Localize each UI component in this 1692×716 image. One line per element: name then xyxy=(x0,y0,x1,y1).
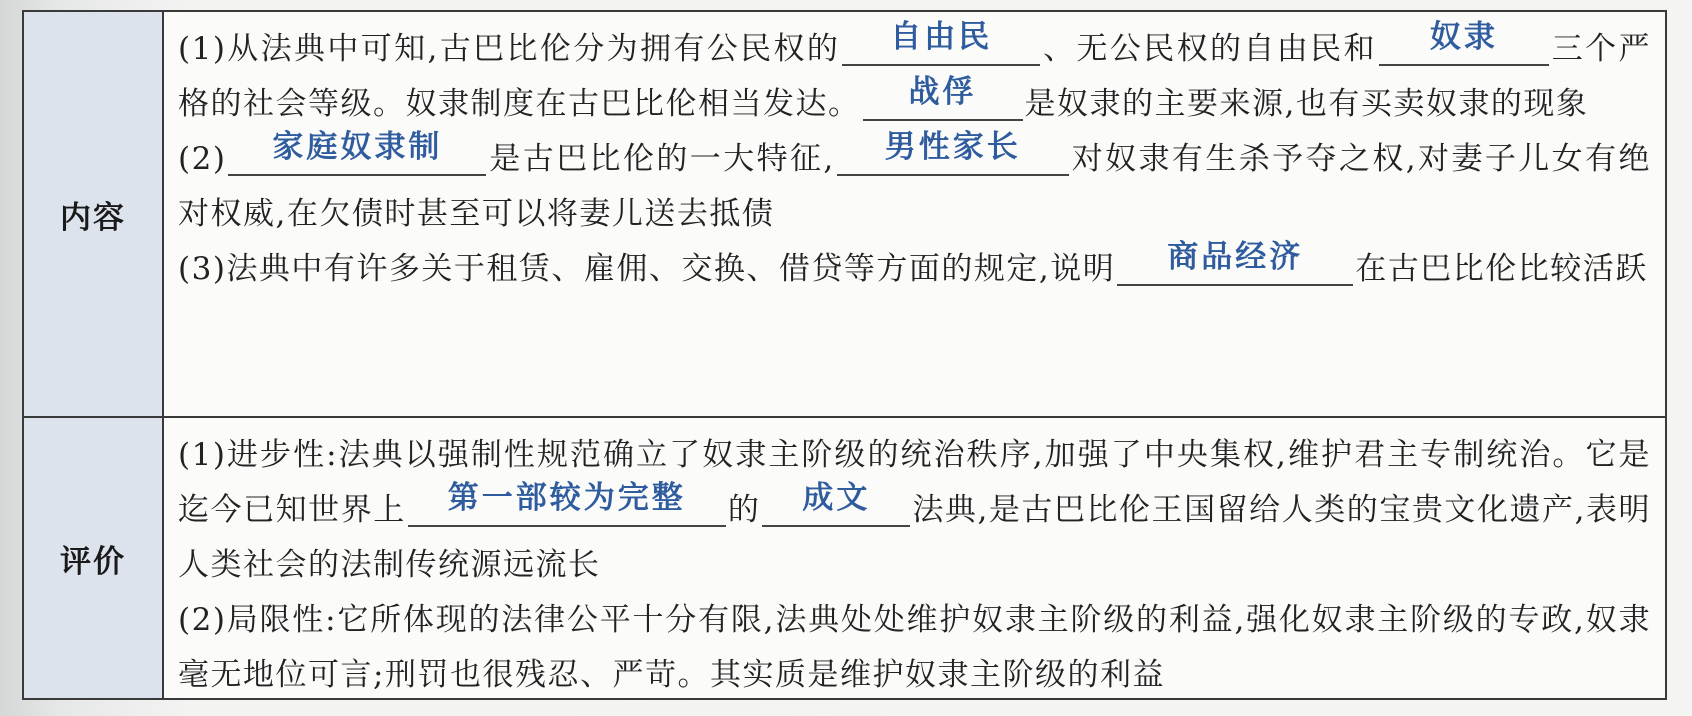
evaluation-label: 评价 xyxy=(60,543,126,580)
text-segment: (3)法典中有许多关于租赁、雇佣、交换、借贷等方面的规定,说明 xyxy=(178,251,1116,287)
text-segment: 三个严格的社会等级。奴隶制度在古巴比伦相当发达。 xyxy=(178,31,1652,122)
text-segment: 对奴隶有生杀予夺之权,对妻子儿女有绝对权威,在欠债时甚至可以将妻儿送去抵债 xyxy=(178,141,1651,232)
text-segment: (2)局限性:它所体现的法律公平十分有限,法典处处维护奴隶主阶级的利益,强化奴隶主阶级的专政,奴隶毫无地位可言;刑罚也很残忍、严苛。其实质是维护奴隶主阶级的利益 xyxy=(178,602,1651,693)
answer-blank xyxy=(408,480,726,527)
evaluation-paragraph-1 xyxy=(178,428,1651,593)
text-segment: (1)进步性:法典以强制性规范确立了奴隶主阶级的统治秩序,加强了中央集权,维护君主专制统治。它是迄今已知世界上 xyxy=(178,437,1651,528)
content-label-cell xyxy=(24,12,164,416)
answer-blank xyxy=(1117,239,1353,286)
content-paragraph-3 xyxy=(178,239,1651,297)
answer-fill: 男性家长 xyxy=(884,129,1021,165)
text-segment: 、无公民权的自由民和 xyxy=(1042,31,1377,67)
evaluation-label-cell xyxy=(24,418,164,698)
answer-blank xyxy=(863,74,1023,121)
answer-fill: 成文 xyxy=(802,480,871,516)
answer-fill: 家庭奴隶制 xyxy=(272,129,443,165)
evaluation-row xyxy=(24,418,1665,698)
content-text-cell xyxy=(166,12,1665,416)
evaluation-text-cell xyxy=(166,418,1665,698)
knowledge-table xyxy=(22,10,1667,700)
answer-blank xyxy=(228,129,486,176)
answer-fill: 商品经济 xyxy=(1167,239,1304,275)
answer-fill: 战俘 xyxy=(908,74,977,110)
content-paragraph-2 xyxy=(178,129,1651,242)
answer-blank xyxy=(842,19,1040,66)
text-segment: 是古巴比伦的一大特征, xyxy=(488,141,835,177)
text-segment: (1)从法典中可知,古巴比伦分为拥有公民权的 xyxy=(178,31,841,67)
text-segment: 的 xyxy=(727,492,761,528)
content-label: 内容 xyxy=(60,199,126,236)
text-segment: 在古巴比伦比较活跃 xyxy=(1355,251,1648,287)
answer-blank xyxy=(837,129,1069,176)
text-segment: 是奴隶的主要来源,也有买卖奴隶的现象 xyxy=(1024,86,1589,122)
content-row xyxy=(24,12,1665,418)
content-paragraph-1 xyxy=(178,19,1652,132)
answer-fill: 第一部较为完整 xyxy=(447,480,686,516)
answer-blank xyxy=(762,480,910,527)
text-segment: 法典,是古巴比伦王国留给人类的宝贵文化遗产,表明人类社会的法制传统源远流长 xyxy=(178,492,1651,583)
evaluation-paragraph-2 xyxy=(178,593,1651,703)
answer-fill: 自由民 xyxy=(890,19,993,55)
answer-fill: 奴隶 xyxy=(1429,19,1498,55)
answer-blank xyxy=(1379,19,1549,66)
text-segment: (2) xyxy=(178,141,227,177)
